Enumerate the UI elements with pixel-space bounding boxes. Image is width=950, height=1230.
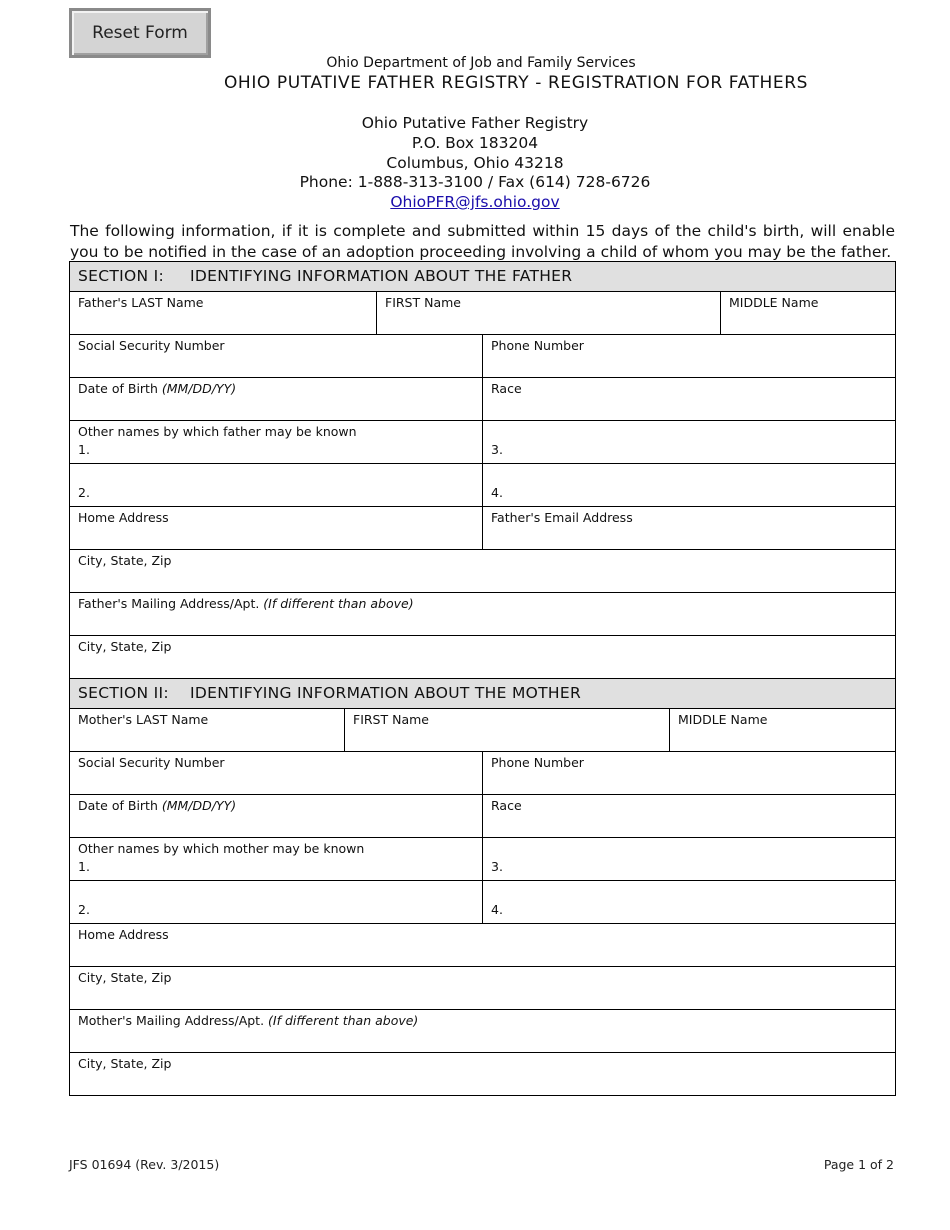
father-dob-format: (MM/DD/YY) — [161, 381, 237, 396]
father-last-name-label: Father's LAST Name — [78, 295, 204, 310]
mother-city-state-zip-label: City, State, Zip — [78, 970, 172, 985]
mother-city-state-zip-field[interactable] — [70, 967, 896, 1010]
mother-race-field[interactable] — [483, 795, 896, 838]
father-other-name-2-label: 2. — [78, 485, 90, 500]
father-race-field[interactable] — [483, 378, 896, 421]
mother-middle-name-field[interactable] — [670, 709, 896, 752]
mother-other-name-1-label: 1. — [78, 859, 90, 874]
father-ssn-field[interactable] — [70, 335, 483, 378]
mother-dob-label: Date of Birth — [78, 798, 162, 813]
mother-last-name-label: Mother's LAST Name — [78, 712, 209, 727]
mother-mailing-city-state-zip-label: City, State, Zip — [78, 1056, 172, 1071]
mother-mailing-city-state-zip-field[interactable] — [70, 1053, 896, 1096]
mother-first-name-field[interactable] — [345, 709, 670, 752]
father-phone-field[interactable] — [483, 335, 896, 378]
registration-form-table — [69, 261, 896, 1096]
father-home-address-field[interactable] — [70, 507, 483, 550]
address-line-3: Columbus, Ohio 43218 — [386, 153, 564, 172]
father-mailing-city-state-zip-field[interactable] — [70, 636, 896, 679]
section-2-number: SECTION II: — [78, 684, 169, 702]
father-first-name-label: FIRST Name — [385, 295, 461, 310]
mother-home-address-field[interactable] — [70, 924, 896, 967]
father-other-name-1-field[interactable] — [70, 421, 483, 464]
intro-paragraph: The following information, if it is complete and submitted within 15 days of the child's birth, will enable you to be notified in the case of an adoption proceeding involving a child of whom you may be the father. — [70, 222, 895, 261]
mother-last-name-field[interactable] — [70, 709, 345, 752]
section-2-header — [70, 679, 896, 709]
father-middle-name-label: MIDDLE Name — [729, 295, 819, 310]
father-other-name-4-field[interactable] — [483, 464, 896, 507]
section-2-title: IDENTIFYING INFORMATION ABOUT THE MOTHER — [190, 684, 582, 702]
agency-name: Ohio Department of Job and Family Services — [326, 55, 636, 71]
mother-other-name-4-field[interactable] — [483, 881, 896, 924]
father-city-state-zip-field[interactable] — [70, 550, 896, 593]
mother-other-name-2-field[interactable] — [70, 881, 483, 924]
mother-phone-field[interactable] — [483, 752, 896, 795]
mother-dob-field[interactable] — [70, 795, 483, 838]
mother-mailing-address-field[interactable] — [70, 1010, 896, 1053]
father-mailing-address-field[interactable] — [70, 593, 896, 636]
page-number: Page 1 of 2 — [823, 1157, 894, 1172]
mother-other-name-4-label: 4. — [491, 902, 503, 917]
mother-other-name-3-field[interactable] — [483, 838, 896, 881]
mother-other-name-1-field[interactable] — [70, 838, 483, 881]
father-email-label: Father's Email Address — [491, 510, 633, 525]
father-mailing-note: (If different than above) — [263, 596, 414, 611]
mother-mailing-address-label: Mother's Mailing Address/Apt. — [78, 1013, 269, 1028]
mother-other-name-2-label: 2. — [78, 902, 90, 917]
mother-dob-format: (MM/DD/YY) — [161, 798, 237, 813]
father-other-name-2-field[interactable] — [70, 464, 483, 507]
father-mailing-address-label: Father's Mailing Address/Apt. — [78, 596, 264, 611]
email-link[interactable]: OhioPFR@jfs.ohio.gov — [390, 193, 560, 212]
father-first-name-field[interactable] — [377, 292, 721, 335]
section-1-number: SECTION I: — [78, 267, 165, 285]
address-line-1: Ohio Putative Father Registry — [361, 114, 589, 132]
mother-race-label: Race — [491, 798, 522, 813]
address-line-2: P.O. Box 183204 — [411, 133, 539, 152]
mother-middle-name-label: MIDDLE Name — [678, 712, 768, 727]
mother-ssn-field[interactable] — [70, 752, 483, 795]
mother-ssn-label: Social Security Number — [78, 755, 225, 770]
mother-home-address-label: Home Address — [78, 927, 169, 942]
section-1-header — [70, 262, 896, 292]
mother-other-names-label: Other names by which mother may be known — [78, 841, 365, 856]
father-ssn-label: Social Security Number — [78, 338, 225, 353]
father-other-names-label: Other names by which father may be known — [78, 424, 357, 439]
phone-fax: Phone: 1-888-313-3100 / Fax (614) 728-6726 — [299, 173, 651, 192]
father-last-name-field[interactable] — [70, 292, 377, 335]
mother-other-name-3-label: 3. — [491, 859, 503, 874]
father-other-name-3-field[interactable] — [483, 421, 896, 464]
mother-phone-label: Phone Number — [491, 755, 584, 770]
father-dob-label: Date of Birth — [78, 381, 162, 396]
father-race-label: Race — [491, 381, 522, 396]
father-mailing-city-state-zip-label: City, State, Zip — [78, 639, 172, 654]
father-dob-field[interactable] — [70, 378, 483, 421]
father-city-state-zip-label: City, State, Zip — [78, 553, 172, 568]
form-title: OHIO PUTATIVE FATHER REGISTRY - REGISTRATION FOR FATHERS — [223, 73, 809, 93]
father-other-name-4-label: 4. — [491, 485, 503, 500]
father-email-field[interactable] — [483, 507, 896, 550]
mother-mailing-note: (If different than above) — [268, 1013, 419, 1028]
father-phone-label: Phone Number — [491, 338, 584, 353]
section-1-title: IDENTIFYING INFORMATION ABOUT THE FATHER — [190, 267, 573, 285]
father-other-name-3-label: 3. — [491, 442, 503, 457]
father-other-name-1-label: 1. — [78, 442, 90, 457]
father-middle-name-field[interactable] — [721, 292, 896, 335]
registry-address — [0, 114, 950, 213]
form-number: JFS 01694 (Rev. 3/2015) — [69, 1157, 220, 1172]
father-home-address-label: Home Address — [78, 510, 169, 525]
mother-first-name-label: FIRST Name — [353, 712, 429, 727]
reset-form-button[interactable]: Reset Form — [69, 8, 211, 58]
